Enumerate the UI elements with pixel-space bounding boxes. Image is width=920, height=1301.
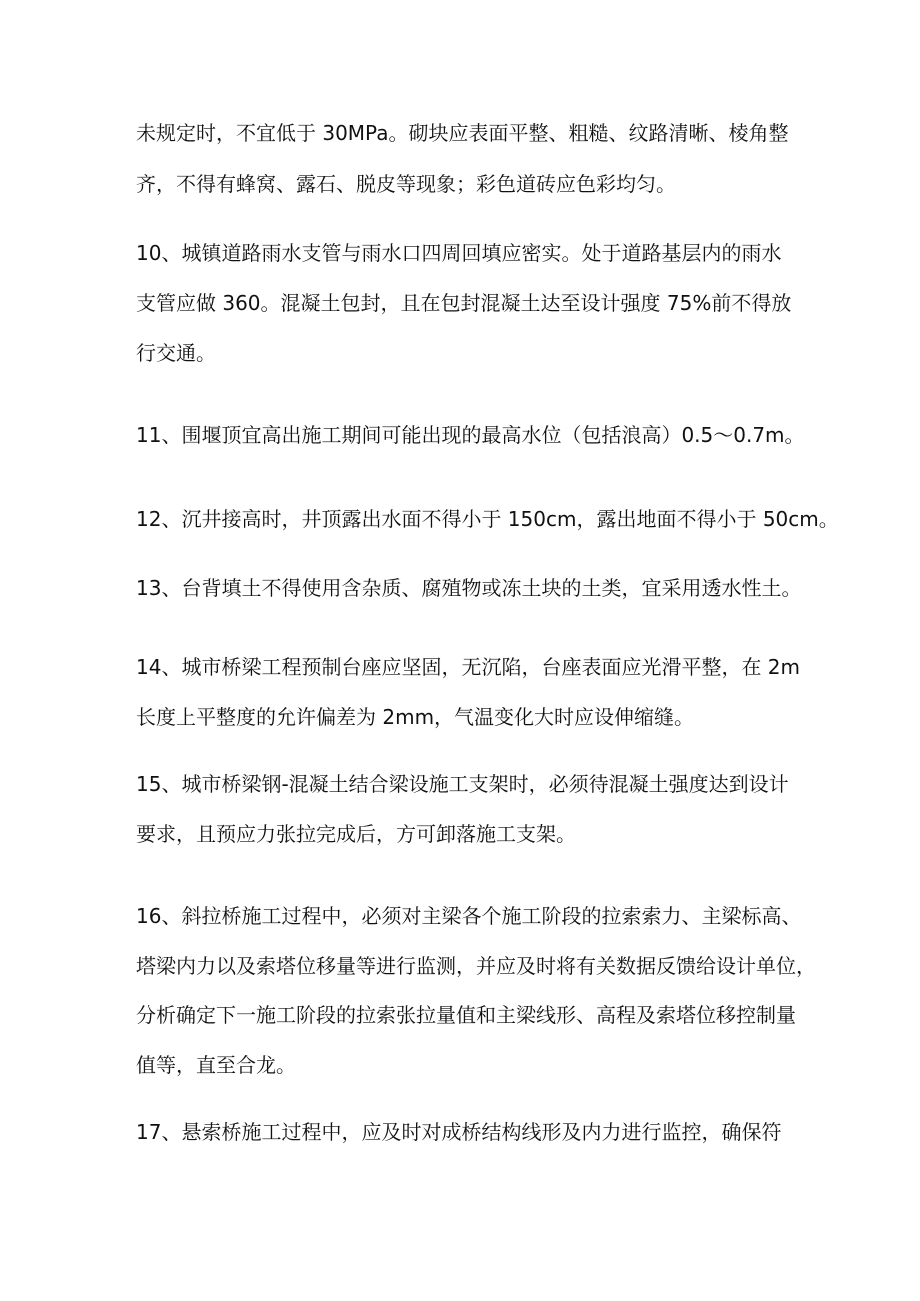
text-line: 塔梁内力以及索塔位移量等进行监测，并应及时将有关数据反馈给设计单位， <box>136 954 816 978</box>
text-line: 要求，且预应力张拉完成后，方可卸落施工支架。 <box>136 822 576 846</box>
text-line: 10、城镇道路雨水支管与雨水口四周回填应密实。处于道路基层内的雨水 <box>136 241 782 265</box>
text-line: 12、沉井接高时，井顶露出水面不得小于 150cm，露出地面不得小于 50cm。 <box>136 507 839 531</box>
text-line: 行交通。 <box>136 341 216 365</box>
text-line: 16、斜拉桥施工过程中，必须对主梁各个施工阶段的拉索索力、主梁标高、 <box>136 904 802 928</box>
text-line: 支管应做 360。混凝土包封，且在包封混凝土达至设计强度 75%前不得放 <box>136 291 792 315</box>
text-line: 值等，直至合龙。 <box>136 1053 296 1077</box>
text-line: 11、围堰顶宜高出施工期间可能出现的最高水位（包括浪高）0.5～0.7m。 <box>136 423 805 447</box>
text-line: 长度上平整度的允许偏差为 2mm，气温变化大时应设伸缩缝。 <box>136 705 695 729</box>
text-line: 分析确定下一施工阶段的拉索张拉量值和主梁线形、高程及索塔位移控制量 <box>136 1003 796 1027</box>
text-line: 14、城市桥梁工程预制台座应坚固，无沉陷，台座表面应光滑平整，在 2m <box>136 655 801 679</box>
text-line: 17、悬索桥施工过程中，应及时对成桥结构线形及内力进行监控，确保符 <box>136 1120 782 1144</box>
text-line: 齐，不得有蜂窝、露石、脱皮等现象；彩色道砖应色彩均匀。 <box>136 172 676 196</box>
text-line: 13、台背填土不得使用含杂质、腐殖物或冻土块的土类，宜采用透水性土。 <box>136 576 802 600</box>
text-line: 15、城市桥梁钢-混凝土结合梁设施工支架时，必须待混凝土强度达到设计 <box>136 772 789 796</box>
text-line: 未规定时，不宜低于 30MPa。砌块应表面平整、粗糙、纹路清晰、棱角整 <box>136 121 789 145</box>
